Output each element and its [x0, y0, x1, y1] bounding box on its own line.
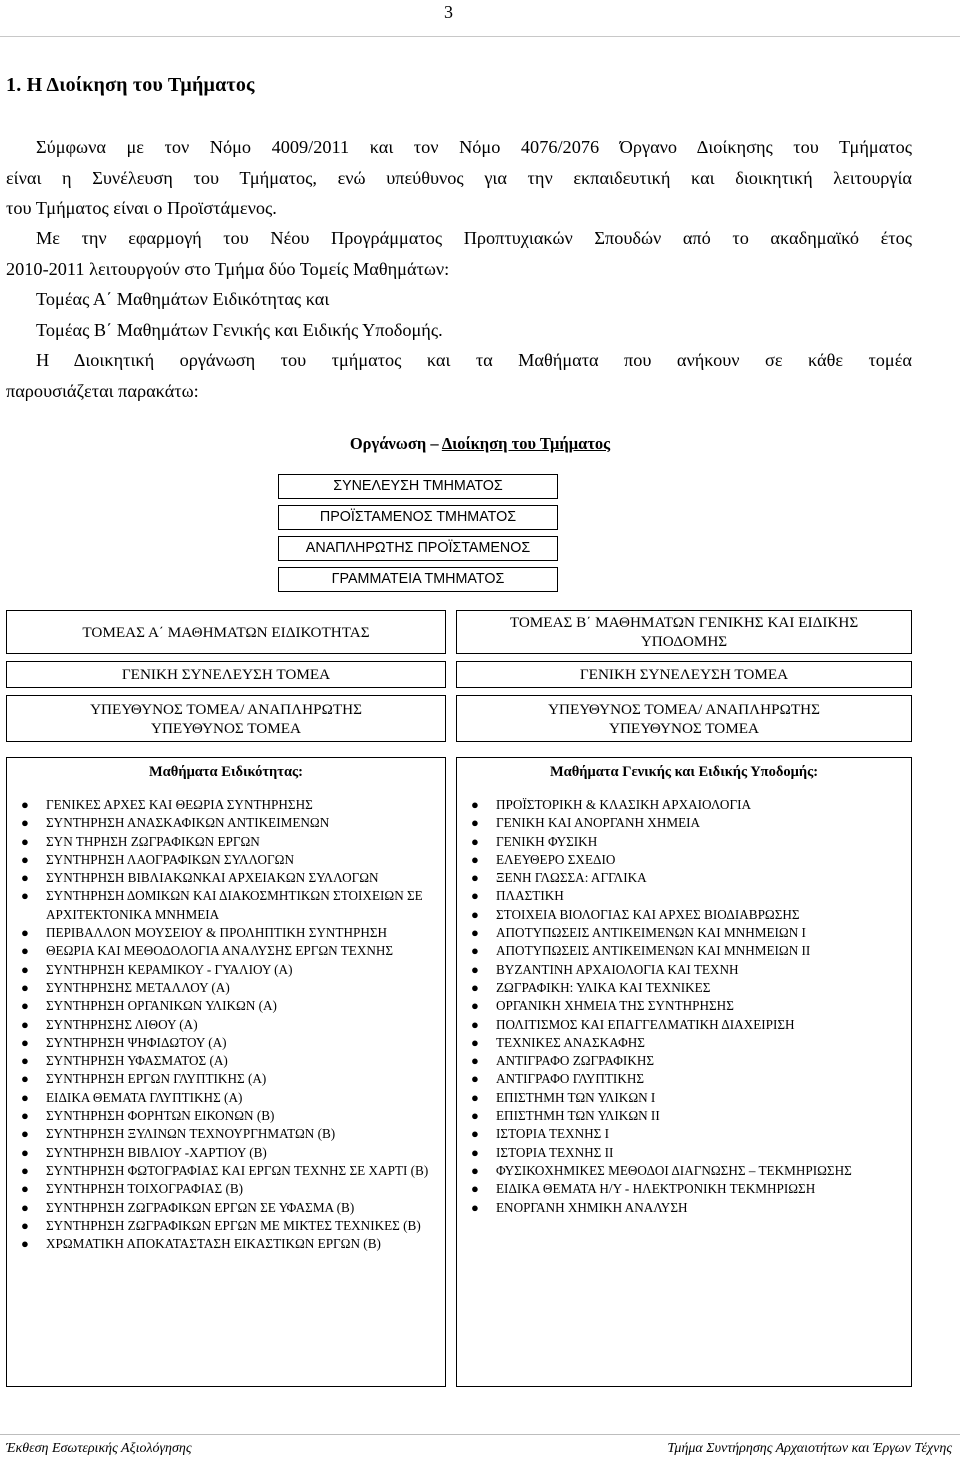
bullet-icon: ●: [21, 1053, 29, 1069]
sectors-line-6: παρουσιάζεται παρακάτω:: [6, 380, 199, 401]
sector-a-assembly-box: ΓΕΝΙΚΗ ΣΥΝΕΛΕΥΣΗ ΤΟΜΕΑ: [6, 661, 446, 688]
course-label: ΕΙΔΙΚΑ ΘΕΜΑΤΑ ΓΛΥΠΤΙΚΗΣ (Α): [46, 1089, 243, 1105]
bullet-icon: ●: [21, 1144, 29, 1160]
bullet-icon: ●: [471, 1162, 479, 1178]
sectors-line-1: Με την εφαρμογή του Νέου Προγράμματος Προπτυχιακών Σπουδών από το ακαδημαϊκό έτος: [36, 228, 912, 248]
course-item: [7, 1034, 445, 1052]
course-label: ΖΩΓΡΑΦΙΚΗ: ΥΛΙΚΑ ΚΑΙ ΤΕΧΝΙΚΕΣ: [496, 979, 711, 995]
bullet-icon: ●: [471, 797, 479, 812]
bullet-icon: ●: [471, 1071, 479, 1087]
course-label: ΣΥΝΤΗΡΗΣΗ ΕΡΓΩΝ ΓΛΥΠΤΙΚΗΣ (Α): [46, 1071, 267, 1087]
sector-b-head-box: ΥΠΕΥΘΥΝΟΣ ΤΟΜΕΑ/ ΑΝΑΠΛΗΡΩΤΗΣ ΥΠΕΥΘΥΝΟΣ ΤΟΜΕΑ: [456, 695, 912, 742]
course-label: ΟΡΓΑΝΙΚΗ ΧΗΜΕΙΑ ΤΗΣ ΣΥΝΤΗΡΗΣΗΣ: [496, 998, 734, 1014]
course-label: ΣΥΝΤΗΡΗΣΗ ΖΩΓΡΑΦΙΚΩΝ ΕΡΓΩΝ ΣΕ ΥΦΑΣΜΑ (Β): [46, 1199, 355, 1215]
bullet-icon: ●: [471, 870, 479, 886]
intro-paragraph: [6, 132, 912, 224]
bullet-icon: ●: [471, 906, 479, 922]
bullet-icon: ●: [21, 943, 29, 959]
course-item: [457, 1089, 911, 1107]
bullet-icon: ●: [471, 1053, 479, 1069]
deputy-head-box: ΑΝΑΠΛΗΡΩΤΗΣ ΠΡΟΪΣΤΑΜΕΝΟΣ: [278, 536, 558, 561]
course-label: ΒΥΖΑΝΤΙΝΗ ΑΡΧΑΙΟΛΟΓΙΑ ΚΑΙ ΤΕΧΝΗ: [496, 961, 739, 977]
course-label: ΓΕΝΙΚΗ ΦΥΣΙΚΗ: [496, 833, 598, 849]
bullet-icon: ●: [21, 998, 29, 1014]
bullet-icon: ●: [21, 925, 29, 941]
bullet-icon: ●: [471, 1181, 479, 1197]
sectors-line-5: Η Διοικητική οργάνωση του τμήματος και τα Μαθήματα που ανήκουν σε κάθε τομέα: [36, 350, 912, 370]
top-divider: [0, 36, 960, 37]
course-label: ΕΠΙΣΤΗΜΗ ΤΩΝ ΥΛΙΚΩΝ ΙΙ: [496, 1108, 660, 1124]
sectors-line-3: Τομέας Α΄ Μαθημάτων Ειδικότητας και: [36, 289, 330, 309]
bullet-icon: ●: [471, 851, 479, 867]
course-label: ΣΥΝΤΗΡΗΣΗ ΦΟΡΗΤΩΝ ΕΙΚΟΝΩΝ (Β): [46, 1108, 275, 1124]
course-label: ΑΠΟΤΥΠΩΣΕΙΣ ΑΝΤΙΚΕΙΜΕΝΩΝ ΚΑΙ ΜΝΗΜΕΙΩΝ Ι: [496, 925, 806, 941]
footer-divider: [0, 1434, 960, 1435]
course-label: ΣΥΝΤΗΡΗΣΗ ΦΩΤΟΓΡΑΦΙΑΣ ΚΑΙ ΕΡΓΩΝ ΤΕΧΝΗΣ ΣΕ ΧΑΡΤΙ (Β): [46, 1162, 429, 1178]
course-item: [457, 1162, 911, 1180]
sector-a-courses-panel: [6, 757, 446, 1387]
bullet-icon: ●: [471, 998, 479, 1014]
course-label: ΣΥΝΤΗΡΗΣΗΣ ΜΕΤΑΛΛΟΥ (Α): [46, 979, 230, 995]
bullet-icon: ●: [471, 815, 479, 831]
course-item: [457, 1180, 911, 1198]
course-item: [7, 887, 445, 924]
sector-a-name-box: ΤΟΜΕΑΣ Α΄ ΜΑΘΗΜΑΤΩΝ ΕΙΔΙΚΟΤΗΤΑΣ: [6, 610, 446, 654]
bullet-icon: ●: [471, 943, 479, 959]
bullet-icon: ●: [471, 1016, 479, 1032]
course-label: ΘΕΩΡΙΑ ΚΑΙ ΜΕΘΟΔΟΛΟΓΙΑ ΑΝΑΛΥΣΗΣ ΕΡΓΩΝ ΤΕΧΝΗΣ: [46, 943, 394, 959]
bullet-icon: ●: [21, 1034, 29, 1050]
bullet-icon: ●: [471, 961, 479, 977]
bullet-icon: ●: [471, 979, 479, 995]
sector-b-name-box: ΤΟΜΕΑΣ Β΄ ΜΑΘΗΜΑΤΩΝ ΓΕΝΙΚΗΣ ΚΑΙ ΕΙΔΙΚΗΣ ΥΠΟΔΟΜΗΣ: [456, 610, 912, 654]
bullet-icon: ●: [21, 1199, 29, 1215]
bullet-icon: ●: [471, 925, 479, 941]
course-item: [7, 1070, 445, 1088]
course-item: [457, 796, 911, 814]
secretariat-box: ΓΡΑΜΜΑΤΕΙΑ ΤΜΗΜΑΤΟΣ: [278, 567, 558, 592]
org-chart-title-underlined: Διοίκηση του Τμήματος: [441, 434, 611, 453]
course-label: ΠΡΟΪΣΤΟΡΙΚΗ & ΚΛΑΣΙΚΗ ΑΡΧΑΙΟΛΟΓΙΑ: [496, 797, 751, 812]
course-label: ΧΡΩΜΑΤΙΚΗ ΑΠΟΚΑΤΑΣΤΑΣΗ ΕΙΚΑΣΤΙΚΩΝ ΕΡΓΩΝ (Β): [46, 1236, 381, 1252]
course-item: [457, 942, 911, 960]
course-item: [7, 814, 445, 832]
course-item: [7, 1107, 445, 1125]
course-label: ΕΠΙΣΤΗΜΗ ΤΩΝ ΥΛΙΚΩΝ Ι: [496, 1089, 656, 1105]
course-label: ΣΥΝΤΗΡΗΣΗ ΚΕΡΑΜΙΚΟΥ - ΓΥΑΛΙΟΥ (Α): [46, 961, 293, 977]
department-assembly-box: ΣΥΝΕΛΕΥΣΗ ΤΜΗΜΑΤΟΣ: [278, 474, 558, 499]
course-label: ΑΝΤΙΓΡΑΦΟ ΓΛΥΠΤΙΚΗΣ: [496, 1071, 645, 1087]
course-item: [7, 1125, 445, 1143]
course-item: [457, 1052, 911, 1070]
course-label: ΣΥΝΤΗΡΗΣΗ ΞΥΛΙΝΩΝ ΤΕΧΝΟΥΡΓΗΜΑΤΩΝ (Β): [46, 1126, 336, 1142]
intro-line-1: Σύμφωνα με τον Νόμο 4009/2011 και τον Νόμο 4076/2076 Όργανο Διοίκησης του Τμήματος: [36, 137, 912, 157]
course-label: ΕΙΔΙΚΑ ΘΕΜΑΤΑ Η/Υ - ΗΛΕΚΤΡΟΝΙΚΗ ΤΕΚΜΗΡΙΩΣΗ: [496, 1181, 816, 1197]
course-label: ΣΤΟΙΧΕΙΑ ΒΙΟΛΟΓΙΑΣ ΚΑΙ ΑΡΧΕΣ ΒΙΟΔΙΑΒΡΩΣΗΣ: [496, 906, 800, 922]
course-item: [457, 1125, 911, 1143]
course-label: ΙΣΤΟΡΙΑ ΤΕΧΝΗΣ Ι: [496, 1126, 610, 1142]
sector-a-head-box: ΥΠΕΥΘΥΝΟΣ ΤΟΜΕΑ/ ΑΝΑΠΛΗΡΩΤΗΣ ΥΠΕΥΘΥΝΟΣ ΤΟΜΕΑ: [6, 695, 446, 742]
intro-line-2: είναι η Συνέλευση του Τμήματος, ενώ υπεύθυνος για την εκπαιδευτική και διοικητική λειτουργία: [6, 167, 912, 188]
course-item: [457, 961, 911, 979]
bullet-icon: ●: [471, 1089, 479, 1105]
course-item: [7, 1089, 445, 1107]
bullet-icon: ●: [471, 1126, 479, 1142]
course-label: ΣΥΝΤΗΡΗΣΗ ΑΝΑΣΚΑΦΙΚΩΝ ΑΝΤΙΚΕΙΜΕΝΩΝ: [46, 815, 330, 831]
org-chart-title-prefix: Οργάνωση –: [349, 434, 442, 453]
course-item: [457, 1034, 911, 1052]
course-label: ΣΥΝΤΗΡΗΣΗ ΨΗΦΙΔΩΤΟΥ (Α): [46, 1034, 227, 1050]
bullet-icon: ●: [21, 870, 29, 886]
course-item: [7, 997, 445, 1015]
bullet-icon: ●: [21, 1108, 29, 1124]
course-item: [7, 869, 445, 887]
bullet-icon: ●: [21, 833, 29, 849]
sectors-line-2: 2010-2011 λειτουργούν στο Τμήμα δύο Τομείς Μαθημάτων:: [6, 258, 450, 279]
course-item: [7, 796, 445, 814]
course-item: [457, 1070, 911, 1088]
org-chart-title: [0, 434, 960, 454]
sector-b-courses-list: [457, 796, 911, 1217]
course-label: ΠΟΛΙΤΙΣΜΟΣ ΚΑΙ ΕΠΑΓΓΕΛΜΑΤΙΚΗ ΔΙΑΧΕΙΡΙΣΗ: [496, 1016, 795, 1032]
course-item: [7, 1217, 445, 1235]
course-label: ΣΥΝΤΗΡΗΣΗ ΛΑΟΓΡΑΦΙΚΩΝ ΣΥΛΛΟΓΩΝ: [46, 851, 295, 867]
course-item: [457, 1016, 911, 1034]
bullet-icon: ●: [21, 979, 29, 995]
course-label: ΞΕΝΗ ΓΛΩΣΣΑ: ΑΓΓΛΙΚΑ: [496, 870, 647, 886]
sector-a-courses-title: Μαθήματα Ειδικότητας:: [148, 764, 303, 780]
course-item: [7, 833, 445, 851]
bullet-icon: ●: [471, 1199, 479, 1215]
bullet-icon: ●: [21, 1016, 29, 1032]
course-label: ΣΥΝΤΗΡΗΣΗ ΒΙΒΛΙΑΚΩΝΚΑΙ ΑΡΧΕΙΑΚΩΝ ΣΥΛΛΟΓΩΝ: [46, 870, 379, 886]
course-item: [7, 1144, 445, 1162]
bullet-icon: ●: [21, 1217, 29, 1233]
bullet-icon: ●: [21, 797, 29, 812]
bullet-icon: ●: [21, 1126, 29, 1142]
section-heading: 1. Η Διοίκηση του Τμήματος: [6, 74, 255, 96]
bullet-icon: ●: [21, 961, 29, 977]
course-label: ΓΕΝΙΚΗ ΚΑΙ ΑΝΟΡΓΑΝΗ ΧΗΜΕΙΑ: [496, 815, 701, 831]
bullet-icon: ●: [21, 1181, 29, 1197]
course-item: [457, 851, 911, 869]
course-item: [457, 1199, 911, 1217]
course-item: [7, 1016, 445, 1034]
course-label: ΑΝΤΙΓΡΑΦΟ ΖΩΓΡΑΦΙΚΗΣ: [496, 1053, 655, 1069]
course-item: [457, 979, 911, 997]
course-item: [457, 833, 911, 851]
course-item: [457, 924, 911, 942]
course-item: [457, 1107, 911, 1125]
bullet-icon: ●: [21, 1071, 29, 1087]
course-item: [457, 1144, 911, 1162]
bullet-icon: ●: [471, 1144, 479, 1160]
course-item: [7, 1199, 445, 1217]
course-label: ΠΛΑΣΤΙΚΗ: [496, 888, 564, 904]
footer-right-text: Τμήμα Συντήρησης Αρχαιοτήτων και Έργων Τέχνης: [667, 1441, 952, 1456]
course-label: ΙΣΤΟΡΙΑ ΤΕΧΝΗΣ ΙΙ: [496, 1144, 614, 1160]
course-item: [457, 997, 911, 1015]
page-number: 3: [444, 2, 453, 22]
bullet-icon: ●: [471, 1034, 479, 1050]
course-label: ΤΕΧΝΙΚΕΣ ΑΝΑΣΚΑΦΗΣ: [496, 1034, 645, 1050]
course-label: ΣΥΝΤΗΡΗΣΗΣ ΛΙΘΟΥ (Α): [46, 1016, 198, 1032]
course-item: [7, 1052, 445, 1070]
course-label: ΣΥΝΤΗΡΗΣΗ ΥΦΑΣΜΑΤΟΣ (Α): [46, 1053, 228, 1069]
course-label: ΣΥΝΤΗΡΗΣΗ ΤΟΙΧΟΓΡΑΦΙΑΣ (Β): [46, 1181, 244, 1197]
bullet-icon: ●: [21, 1236, 29, 1252]
course-label: ΣΥΝΤΗΡΗΣΗ ΟΡΓΑΝΙΚΩΝ ΥΛΙΚΩΝ (Α): [46, 998, 277, 1014]
bullet-icon: ●: [21, 1089, 29, 1105]
course-item: [7, 942, 445, 960]
department-head-box: ΠΡΟΪΣΤΑΜΕΝΟΣ ΤΜΗΜΑΤΟΣ: [278, 505, 558, 530]
course-label: ΠΕΡΙΒΑΛΛΟΝ ΜΟΥΣΕΙΟΥ & ΠΡΟΛΗΠΤΙΚΗ ΣΥΝΤΗΡΗΣΗ: [46, 925, 388, 941]
sector-b-courses-panel: [456, 757, 912, 1387]
bullet-icon: ●: [471, 888, 479, 904]
course-item: [7, 1235, 445, 1253]
bullet-icon: ●: [21, 851, 29, 867]
sector-a-courses-list: [7, 796, 445, 1253]
course-item: [7, 851, 445, 869]
course-label: ΦΥΣΙΚΟΧΗΜΙΚΕΣ ΜΕΘΟΔΟΙ ΔΙΑΓΝΩΣΗΣ – ΤΕΚΜΗΡΙΩΣΗΣ: [496, 1162, 852, 1178]
sectors-paragraph: [6, 223, 912, 406]
course-label: ΑΠΟΤΥΠΩΣΕΙΣ ΑΝΤΙΚΕΙΜΕΝΩΝ ΚΑΙ ΜΝΗΜΕΙΩΝ ΙΙ: [496, 943, 811, 959]
bullet-icon: ●: [471, 1108, 479, 1124]
course-item: [7, 1162, 445, 1180]
course-item: [457, 887, 911, 905]
footer-left-text: Έκθεση Εσωτερικής Αξιολόγησης: [6, 1441, 192, 1456]
sector-b-assembly-box: ΓΕΝΙΚΗ ΣΥΝΕΛΕΥΣΗ ΤΟΜΕΑ: [456, 661, 912, 688]
course-item: [457, 869, 911, 887]
intro-line-3: του Τμήματος είναι ο Προϊστάμενος.: [6, 198, 277, 218]
course-item: [7, 961, 445, 979]
bullet-icon: ●: [21, 1162, 29, 1178]
course-item: [7, 1180, 445, 1198]
course-label: ΓΕΝΙΚΕΣ ΑΡΧΕΣ ΚΑΙ ΘΕΩΡΙΑ ΣΥΝΤΗΡΗΣΗΣ: [46, 797, 313, 812]
course-item: [7, 924, 445, 942]
course-item: [457, 906, 911, 924]
course-item: [7, 979, 445, 997]
course-label: ΕΝΟΡΓΑΝΗ ΧΗΜΙΚΗ ΑΝΑΛΥΣΗ: [496, 1199, 688, 1215]
course-label: ΣΥΝΤΗΡΗΣΗ ΔΟΜΙΚΩΝ ΚΑΙ ΔΙΑΚΟΣΜΗΤΙΚΩΝ ΣΤΟΙΧΕΙΩΝ ΣΕ ΑΡΧΙΤΕΚΤΟΝΙΚΑ ΜΝΗΜΕΙΑ: [46, 888, 423, 922]
course-item: [457, 814, 911, 832]
bullet-icon: ●: [21, 888, 29, 904]
sector-b-courses-title: Μαθήματα Γενικής και Ειδικής Υποδομής:: [549, 764, 819, 780]
bullet-icon: ●: [21, 815, 29, 831]
course-label: ΣΥΝ ΤΗΡΗΣΗ ΖΩΓΡΑΦΙΚΩΝ ΕΡΓΩΝ: [46, 833, 260, 849]
course-label: ΕΛΕΥΘΕΡΟ ΣΧΕΔΙΟ: [496, 851, 616, 867]
sectors-line-4: Τομέας Β΄ Μαθημάτων Γενικής και Ειδικής Υποδομής.: [36, 319, 443, 340]
course-label: ΣΥΝΤΗΡΗΣΗ ΖΩΓΡΑΦΙΚΩΝ ΕΡΓΩΝ ΜΕ ΜΙΚΤΕΣ ΤΕΧΝΙΚΕΣ (Β): [46, 1217, 421, 1233]
bullet-icon: ●: [471, 833, 479, 849]
course-label: ΣΥΝΤΗΡΗΣΗ ΒΙΒΛΙΟΥ -ΧΑΡΤΙΟΥ (Β): [46, 1144, 267, 1160]
